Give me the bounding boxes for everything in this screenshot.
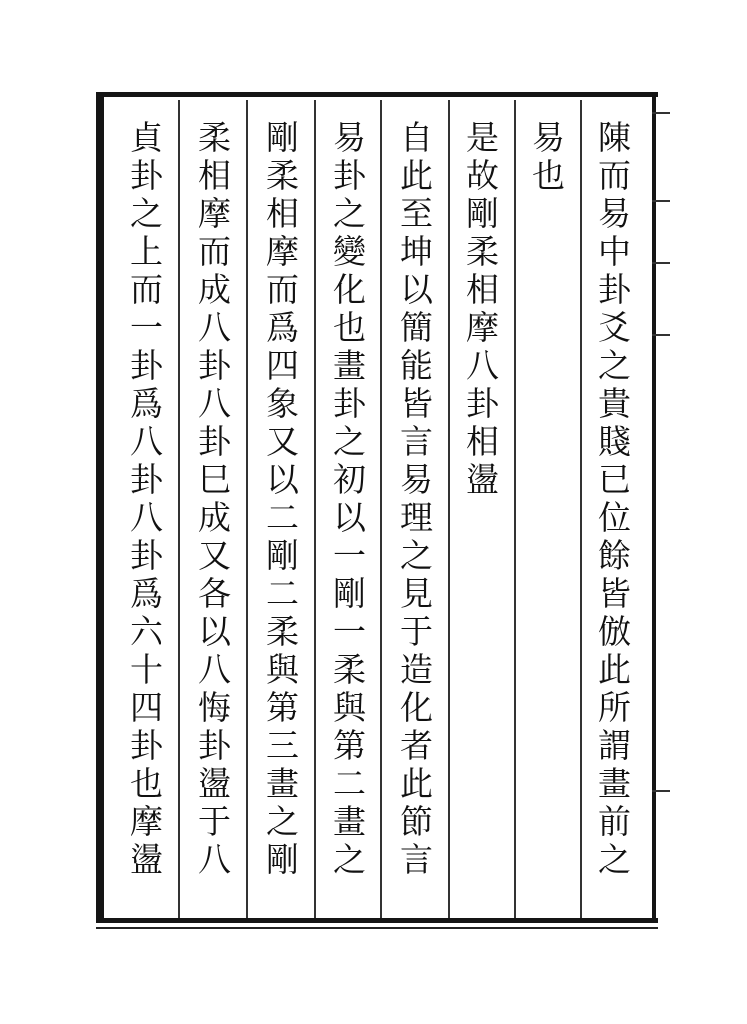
bottom-border	[96, 918, 658, 923]
column-divider	[380, 100, 382, 918]
fore-edge-mark	[652, 200, 670, 202]
text-column-5: 易卦之變化也畫卦之初以一剛一柔與第二畫之	[328, 120, 367, 880]
top-border	[96, 92, 658, 97]
left-border	[96, 92, 104, 923]
column-divider	[314, 100, 316, 918]
text-column-1: 陳而易中卦爻之貴賤已位餘皆倣此所謂畫前之	[593, 120, 632, 880]
column-divider	[448, 100, 450, 918]
fore-edge-mark	[652, 112, 670, 114]
bottom-border-thin	[96, 927, 658, 929]
column-divider	[580, 100, 582, 918]
fore-edge-mark	[652, 334, 670, 336]
text-column-8: 貞卦之上而一卦爲八卦八卦爲六十四卦也摩盪	[125, 120, 164, 880]
right-border	[652, 92, 656, 923]
text-column-7: 柔相摩而成八卦八卦巳成又各以八悔卦盪于八	[193, 120, 232, 880]
text-column-4: 自此至坤以簡能皆言易理之見于造化者此節言	[395, 120, 434, 880]
fore-edge-mark	[652, 262, 670, 264]
column-divider	[246, 100, 248, 918]
column-divider	[178, 100, 180, 918]
text-column-3: 是故剛柔相摩八卦相盪	[461, 120, 500, 500]
text-column-6: 剛柔相摩而爲四象又以二剛二柔與第三畫之剛	[261, 120, 300, 880]
fore-edge-mark	[652, 790, 670, 792]
column-divider	[514, 100, 516, 918]
text-column-2: 易也	[527, 120, 566, 196]
